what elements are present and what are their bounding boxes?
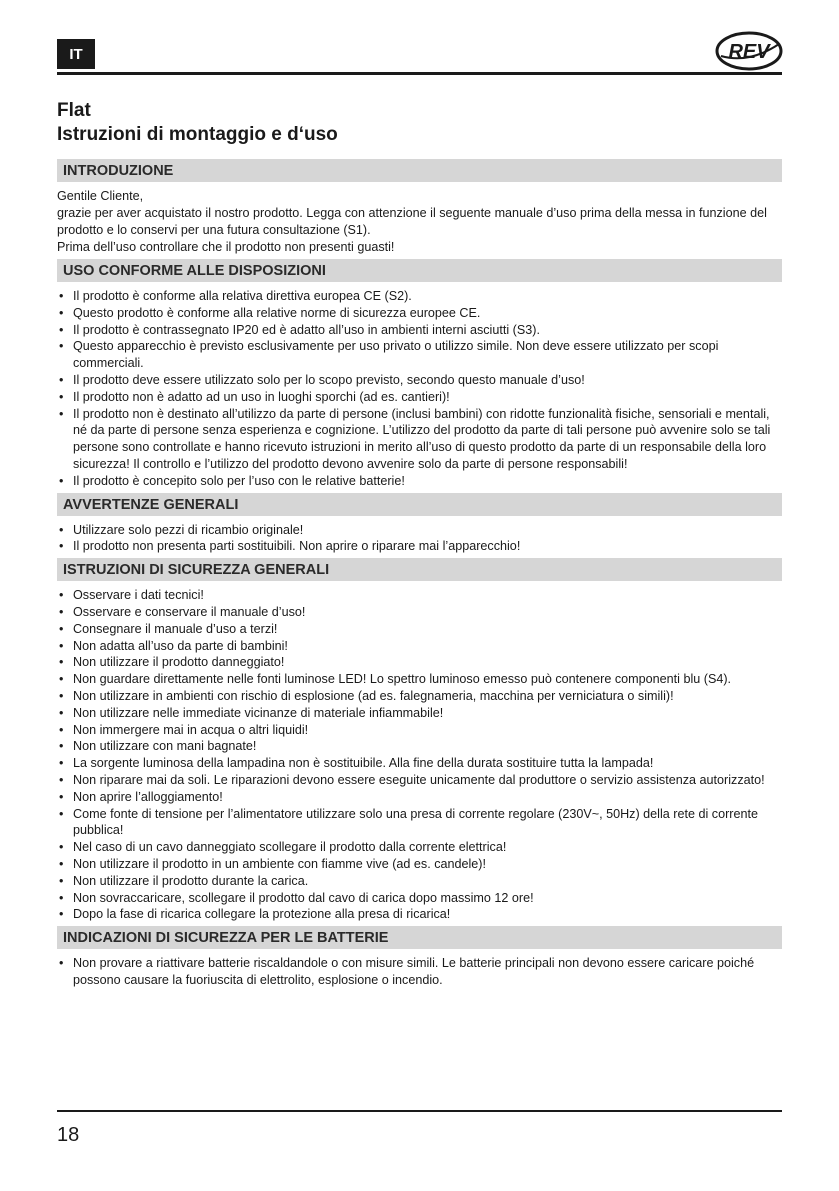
list-item: • Non provare a riattivare batterie riscaldandole o con misure simili. Le batterie principali non devono essere caricare poiché possono causare la fuoriuscita di elettrolito, esplosione o incendio.: [57, 955, 782, 989]
list-item: • Non utilizzare in ambienti con rischio di esplosione (ad es. falegnameria, macchina per verniciatura o simili)!: [57, 688, 782, 705]
sections: [57, 159, 782, 989]
section-avvertenze-generali: [57, 493, 782, 556]
language-code: IT: [69, 45, 83, 63]
list-item: • Dopo la fase di ricarica collegare la protezione alla presa di ricarica!: [57, 906, 782, 923]
intro-greeting: Gentile Cliente,: [57, 189, 144, 203]
list-item: • Osservare e conservare il manuale d’uso!: [57, 604, 782, 621]
list-item: • Non aprire l’alloggiamento!: [57, 789, 782, 806]
section-heading: INTRODUZIONE: [57, 159, 782, 182]
language-badge: [57, 39, 95, 69]
list-item: • Osservare i dati tecnici!: [57, 587, 782, 604]
title-subtitle: Istruzioni di montaggio e d‘uso: [57, 124, 338, 145]
list-item: • Il prodotto è conforme alla relativa direttiva europea CE (S2).: [57, 288, 782, 305]
section-heading: ISTRUZIONI DI SICUREZZA GENERALI: [57, 558, 782, 581]
intro-paragraph: grazie per aver acquistato il nostro prodotto. Legga con attenzione il seguente manuale d’uso prima della messa in funzione del prodotto e lo conservi per una futura consultazione (S1).: [57, 206, 767, 237]
bottom-divider: [57, 1110, 782, 1112]
logo-text: REV: [728, 41, 770, 63]
list-item: • Non guardare direttamente nelle fonti luminose LED! Lo spettro luminoso emesso può contenere componenti blu (S4).: [57, 671, 782, 688]
title-product: Flat: [57, 100, 91, 121]
section-istruzioni-sicurezza: [57, 558, 782, 923]
document-title: [57, 99, 782, 147]
list-item: • Il prodotto è concepito solo per l’uso con le relative batterie!: [57, 473, 782, 490]
top-divider: [57, 72, 782, 75]
list-item: • Come fonte di tensione per l’alimentatore utilizzare solo una presa di corrente regolare (230V~, 50Hz) della rete di corrente pubblica!: [57, 806, 782, 840]
list-item: • Utilizzare solo pezzi di ricambio originale!: [57, 522, 782, 539]
page-content: [57, 99, 782, 992]
list-item: • Non utilizzare il prodotto in un ambiente con fiamme vive (ad es. candele)!: [57, 856, 782, 873]
rev-logo: [715, 30, 783, 72]
bullet-list: [57, 288, 782, 490]
section-heading: AVVERTENZE GENERALI: [57, 493, 782, 516]
list-item: • Non adatta all’uso da parte di bambini!: [57, 638, 782, 655]
list-item: • Non sovraccaricare, scollegare il prodotto dal cavo di carica dopo massimo 12 ore!: [57, 890, 782, 907]
bullet-list: [57, 955, 782, 989]
list-item: • Il prodotto non è destinato all’utilizzo da parte di persone (inclusi bambini) con ridotte funzionalità fisiche, sensoriali e mentali, né da parte di persone senza esperienza e cognizione. L’utilizzo del prodotto da parte di tali persone può avvenire solo se tali persone sono controllate e hanno ricevuto istruzioni in merito all’uso di questo prodotto da parte di un responsabile della loro sicurezza! Il controllo e l’utilizzo del prodotto devono avvenire solo da parte di persone responsabili!: [57, 406, 782, 473]
section-sicurezza-batterie: [57, 926, 782, 989]
page-number: 18: [57, 1124, 80, 1146]
list-item: • Questo prodotto è conforme alla relative norme di sicurezza europee CE.: [57, 305, 782, 322]
section-introduzione: [57, 159, 782, 256]
list-item: • Non immergere mai in acqua o altri liquidi!: [57, 722, 782, 739]
list-item: • Non utilizzare nelle immediate vicinanze di materiale infiammabile!: [57, 705, 782, 722]
list-item: • Non utilizzare con mani bagnate!: [57, 738, 782, 755]
bullet-list: [57, 587, 782, 923]
list-item: • Non utilizzare il prodotto danneggiato!: [57, 654, 782, 671]
section-heading: USO CONFORME ALLE DISPOSIZIONI: [57, 259, 782, 282]
list-item: • Il prodotto non presenta parti sostituibili. Non aprire o riparare mai l’apparecchio!: [57, 538, 782, 555]
intro-check: Prima dell’uso controllare che il prodotto non presenti guasti!: [57, 240, 395, 254]
bullet-list: [57, 522, 782, 556]
section-heading: INDICAZIONI DI SICUREZZA PER LE BATTERIE: [57, 926, 782, 949]
list-item: • Il prodotto non è adatto ad un uso in luoghi sporchi (ad es. cantieri)!: [57, 389, 782, 406]
list-item: • Il prodotto è contrassegnato IP20 ed è adatto all’uso in ambienti interni asciutti (S3).: [57, 322, 782, 339]
list-item: • Nel caso di un cavo danneggiato scollegare il prodotto dalla corrente elettrica!: [57, 839, 782, 856]
list-item: • Non utilizzare il prodotto durante la carica.: [57, 873, 782, 890]
list-item: • Non riparare mai da soli. Le riparazioni devono essere eseguite unicamente dal produttore o servizio assistenza autorizzato!: [57, 772, 782, 789]
list-item: • Questo apparecchio è previsto esclusivamente per uso privato o utilizzo simile. Non deve essere utilizzato per scopi commerciali.: [57, 338, 782, 372]
list-item: • Consegnare il manuale d’uso a terzi!: [57, 621, 782, 638]
section-uso-conforme: [57, 259, 782, 490]
list-item: • Il prodotto deve essere utilizzato solo per lo scopo previsto, secondo questo manuale d’uso!: [57, 372, 782, 389]
list-item: • La sorgente luminosa della lampadina non è sostituibile. Alla fine della durata sostituire tutta la lampada!: [57, 755, 782, 772]
